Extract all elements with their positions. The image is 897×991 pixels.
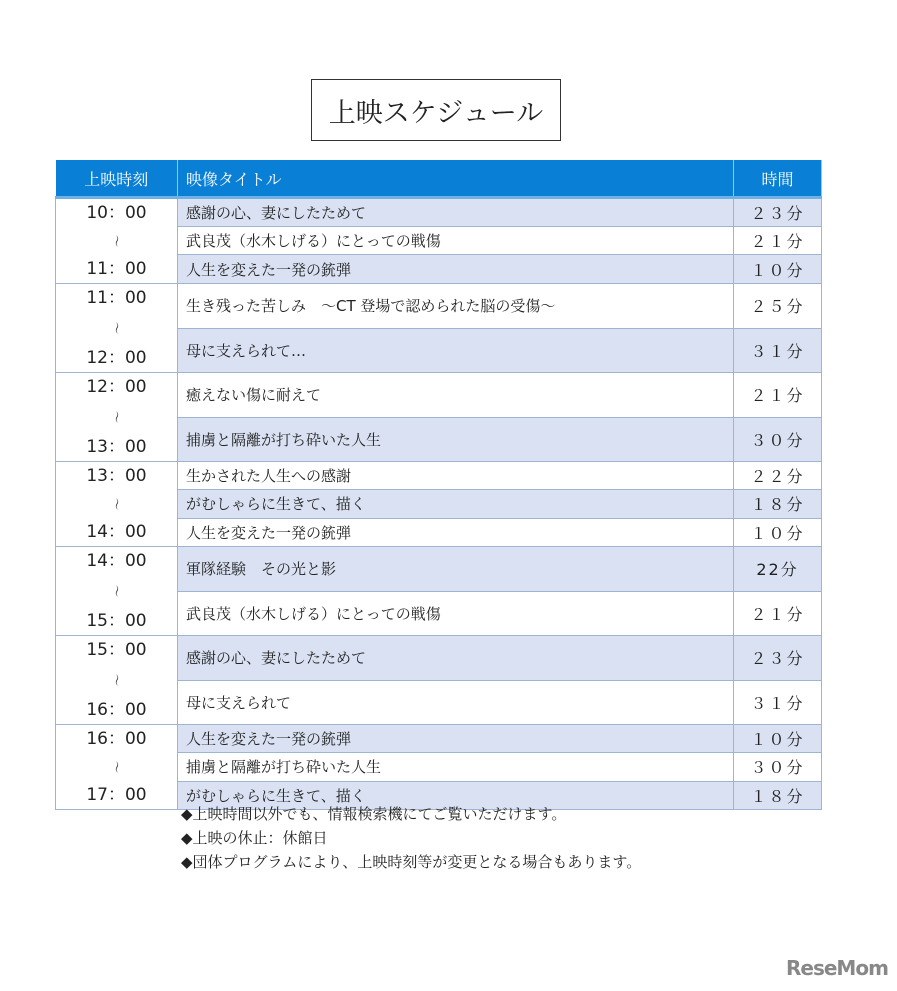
video-title: 母に支えられて… — [178, 328, 734, 373]
tilde: 〜 — [109, 410, 124, 423]
duration: １８分 — [734, 490, 822, 518]
video-title: 感謝の心、妻にしたためて — [178, 198, 734, 227]
video-title: 人生を変えた一発の銃弾 — [178, 518, 734, 546]
video-title: 感謝の心、妻にしたためて — [178, 636, 734, 681]
tilde: 〜 — [109, 584, 124, 597]
start-time: 15：00 — [86, 640, 147, 660]
start-time: 10：00 — [86, 203, 147, 223]
tilde: 〜 — [109, 673, 124, 686]
duration: ２２分 — [734, 462, 822, 490]
tilde: 〜 — [109, 234, 124, 247]
page-title: 上映スケジュール — [311, 79, 561, 141]
header-time: 上映時刻 — [56, 160, 178, 198]
schedule-table — [55, 160, 822, 810]
video-title: 捕虜と隔離が打ち砕いた人生 — [178, 417, 734, 462]
table-row — [56, 284, 822, 329]
duration: ２１分 — [734, 373, 822, 418]
duration: ２３分 — [734, 198, 822, 227]
resemom-logo: ReseMom — [786, 956, 888, 980]
end-time: 12：00 — [86, 348, 147, 368]
end-time: 13：00 — [86, 437, 147, 457]
note: ◆上映の休止：休館日 — [181, 829, 328, 847]
duration: １０分 — [734, 255, 822, 284]
duration: ３１分 — [734, 328, 822, 373]
duration: １０分 — [734, 518, 822, 546]
duration: ３０分 — [734, 753, 822, 781]
note: ◆上映時間以外でも、情報検索機にてご覧いただけます。 — [181, 805, 567, 823]
start-time: 12：00 — [86, 377, 147, 397]
end-time: 14：00 — [86, 522, 147, 542]
duration: １０分 — [734, 725, 822, 753]
video-title: 捕虜と隔離が打ち砕いた人生 — [178, 753, 734, 781]
duration: 22分 — [734, 547, 822, 592]
table-row — [56, 462, 822, 490]
start-time: 16：00 — [86, 729, 147, 749]
duration: ２１分 — [734, 591, 822, 636]
start-time: 11：00 — [86, 288, 147, 308]
table-header — [56, 160, 822, 198]
video-title: 人生を変えた一発の銃弾 — [178, 725, 734, 753]
end-time: 17：00 — [86, 785, 147, 805]
start-time: 13：00 — [86, 466, 147, 486]
video-title: 母に支えられて — [178, 680, 734, 725]
video-title: 癒えない傷に耐えて — [178, 373, 734, 418]
duration: ３０分 — [734, 417, 822, 462]
table-row — [56, 198, 822, 227]
end-time: 15：00 — [86, 611, 147, 631]
tilde: 〜 — [109, 760, 124, 773]
duration: ２３分 — [734, 636, 822, 681]
header-title: 映像タイトル — [178, 160, 734, 198]
video-title: 武良茂（水木しげる）にとっての戦傷 — [178, 591, 734, 636]
video-title: 生き残った苦しみ ～CT 登場で認められた脳の受傷～ — [178, 284, 734, 329]
duration: ２５分 — [734, 284, 822, 329]
video-title: がむしゃらに生きて、描く — [178, 490, 734, 518]
table-row — [56, 547, 822, 592]
table-row — [56, 725, 822, 753]
video-title: 生かされた人生への感謝 — [178, 462, 734, 490]
time-range — [56, 725, 178, 810]
duration: ３１分 — [734, 680, 822, 725]
video-title: がむしゃらに生きて、描く — [178, 781, 734, 809]
header-duration: 時間 — [734, 160, 822, 198]
table-row — [56, 373, 822, 418]
end-time: 16：00 — [86, 700, 147, 720]
note: ◆団体プログラムにより、上映時刻等が変更となる場合もあります。 — [181, 853, 642, 871]
duration: ２１分 — [734, 226, 822, 255]
tilde: 〜 — [109, 497, 124, 510]
notes — [181, 802, 641, 874]
video-title: 軍隊経験 その光と影 — [178, 547, 734, 592]
table-row — [56, 636, 822, 681]
video-title: 武良茂（水木しげる）にとっての戦傷 — [178, 226, 734, 255]
video-title: 人生を変えた一発の銃弾 — [178, 255, 734, 284]
end-time: 11：00 — [86, 259, 147, 279]
duration: １８分 — [734, 781, 822, 809]
tilde: 〜 — [109, 321, 124, 334]
start-time: 14：00 — [86, 551, 147, 571]
